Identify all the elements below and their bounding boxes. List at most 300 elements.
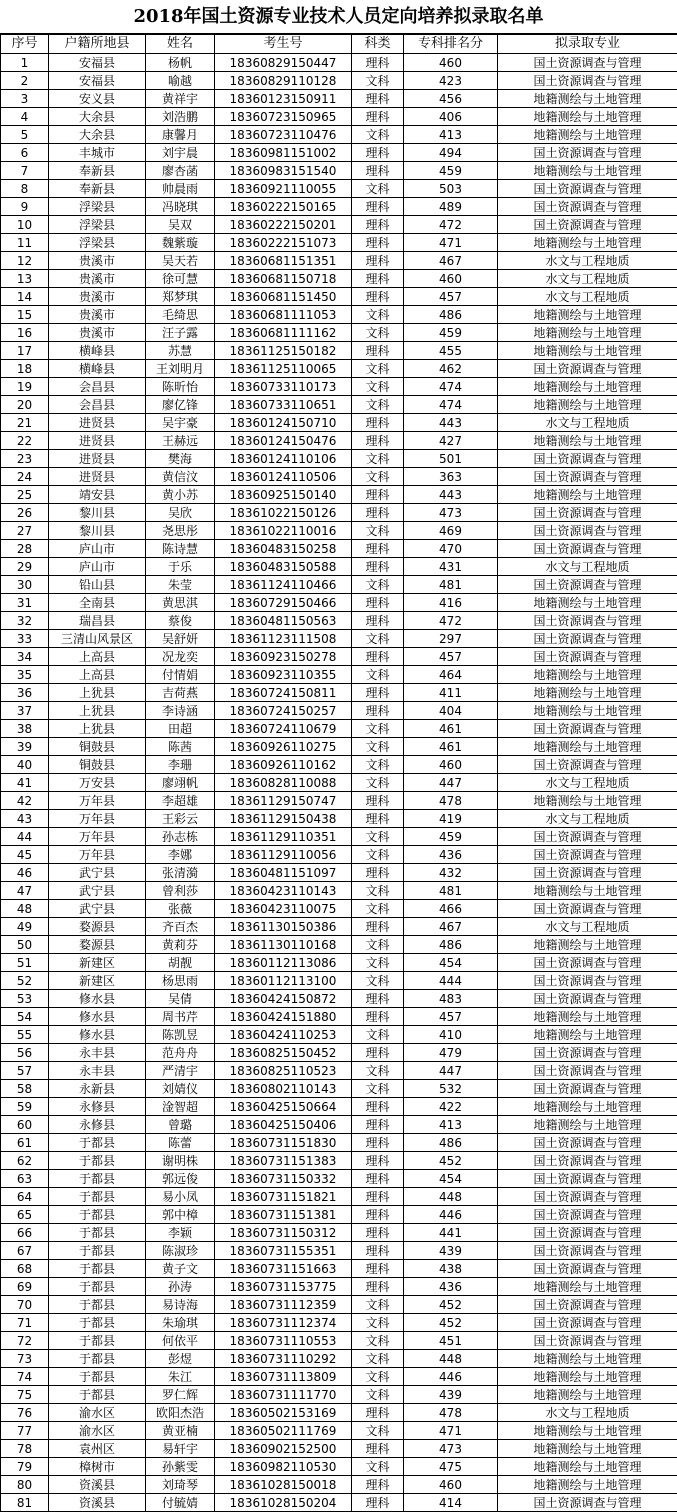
cell-col-exam-id: 18360723150965: [215, 108, 352, 126]
table-row: [1, 54, 677, 72]
cell-col-score: 470: [404, 540, 498, 558]
cell-col-major: 国土资源调查与管理: [498, 648, 677, 666]
cell-col-exam-id: 18361129110056: [215, 846, 352, 864]
cell-col-major: 国土资源调查与管理: [498, 198, 677, 216]
cell-col-score: 466: [404, 900, 498, 918]
cell-col-exam-id: 18361130150386: [215, 918, 352, 936]
cell-col-major: 水文与工程地质: [498, 252, 677, 270]
cell-col-exam-id: 18360124150476: [215, 432, 352, 450]
cell-col-track: 理科: [352, 1188, 404, 1206]
cell-col-score: 486: [404, 306, 498, 324]
cell-col-exam-id: 18360731153775: [215, 1278, 352, 1296]
cell-col-score: 441: [404, 1224, 498, 1242]
cell-col-exam-id: 18360481151097: [215, 864, 352, 882]
table-row: [1, 72, 677, 90]
cell-col-track: 理科: [352, 252, 404, 270]
table-row: [1, 1044, 677, 1062]
table-row: [1, 144, 677, 162]
cell-col-major: 地籍测绘与土地管理: [498, 234, 677, 252]
cell-col-score: 459: [404, 324, 498, 342]
cell-col-track: 理科: [352, 1044, 404, 1062]
cell-col-track: 理科: [352, 1134, 404, 1152]
cell-col-major: 国土资源调查与管理: [498, 504, 677, 522]
cell-col-name: 杨帆: [146, 54, 215, 72]
cell-col-county: 万年县: [49, 846, 146, 864]
cell-col-county: 铜鼓县: [49, 756, 146, 774]
cell-col-name: 尧思彤: [146, 522, 215, 540]
admission-table: [0, 34, 677, 1512]
cell-col-major: 国土资源调查与管理: [498, 54, 677, 72]
cell-col-name: 李珊: [146, 756, 215, 774]
cell-col-track: 理科: [352, 270, 404, 288]
cell-col-major: 地籍测绘与土地管理: [498, 1098, 677, 1116]
cell-col-major: 地籍测绘与土地管理: [498, 1476, 677, 1494]
cell-col-score: 473: [404, 1440, 498, 1458]
table-row: [1, 396, 677, 414]
header-col-exam-id: 考生号: [215, 35, 352, 54]
cell-col-score: 452: [404, 1314, 498, 1332]
cell-col-seq: 67: [1, 1242, 49, 1260]
cell-col-exam-id: 18360731113809: [215, 1368, 352, 1386]
table-row: [1, 288, 677, 306]
cell-col-seq: 49: [1, 918, 49, 936]
cell-col-track: 理科: [352, 54, 404, 72]
header-col-seq: 序号: [1, 35, 49, 54]
cell-col-county: 于都县: [49, 1368, 146, 1386]
cell-col-track: 理科: [352, 1260, 404, 1278]
cell-col-exam-id: 18360733110651: [215, 396, 352, 414]
cell-col-name: 朱瑜琪: [146, 1314, 215, 1332]
cell-col-major: 地籍测绘与土地管理: [498, 126, 677, 144]
cell-col-major: 国土资源调查与管理: [498, 1044, 677, 1062]
cell-col-seq: 10: [1, 216, 49, 234]
cell-col-seq: 23: [1, 450, 49, 468]
cell-col-exam-id: 18360423110143: [215, 882, 352, 900]
cell-col-major: 国土资源调查与管理: [498, 612, 677, 630]
table-row: [1, 306, 677, 324]
cell-col-score: 460: [404, 270, 498, 288]
cell-col-track: 文科: [352, 522, 404, 540]
cell-col-track: 理科: [352, 1242, 404, 1260]
cell-col-county: 于都县: [49, 1260, 146, 1278]
cell-col-score: 451: [404, 1332, 498, 1350]
cell-col-exam-id: 18360681111162: [215, 324, 352, 342]
cell-col-track: 理科: [352, 1116, 404, 1134]
cell-col-county: 黎川县: [49, 504, 146, 522]
cell-col-county: 进贤县: [49, 432, 146, 450]
cell-col-score: 503: [404, 180, 498, 198]
cell-col-track: 理科: [352, 612, 404, 630]
cell-col-county: 铅山县: [49, 576, 146, 594]
cell-col-name: 齐百杰: [146, 918, 215, 936]
cell-col-major: 地籍测绘与土地管理: [498, 342, 677, 360]
cell-col-county: 永丰县: [49, 1062, 146, 1080]
cell-col-score: 462: [404, 360, 498, 378]
table-row: [1, 504, 677, 522]
cell-col-score: 447: [404, 774, 498, 792]
cell-col-county: 万年县: [49, 792, 146, 810]
cell-col-county: 上犹县: [49, 684, 146, 702]
table-row: [1, 1314, 677, 1332]
cell-col-seq: 74: [1, 1368, 49, 1386]
cell-col-county: 永修县: [49, 1098, 146, 1116]
cell-col-track: 文科: [352, 324, 404, 342]
table-row: [1, 882, 677, 900]
cell-col-seq: 21: [1, 414, 49, 432]
cell-col-score: 446: [404, 1368, 498, 1386]
table-row: [1, 756, 677, 774]
cell-col-county: 资溪县: [49, 1476, 146, 1494]
cell-col-county: 进贤县: [49, 414, 146, 432]
cell-col-seq: 25: [1, 486, 49, 504]
cell-col-seq: 78: [1, 1440, 49, 1458]
cell-col-county: 樟树市: [49, 1458, 146, 1476]
cell-col-major: 国土资源调查与管理: [498, 522, 677, 540]
cell-col-seq: 14: [1, 288, 49, 306]
cell-col-county: 武宁县: [49, 900, 146, 918]
cell-col-name: 欧阳杰浩: [146, 1404, 215, 1422]
cell-col-name: 陈蕾: [146, 1134, 215, 1152]
cell-col-county: 安福县: [49, 72, 146, 90]
cell-col-county: 武宁县: [49, 864, 146, 882]
cell-col-seq: 12: [1, 252, 49, 270]
cell-col-major: 国土资源调查与管理: [498, 846, 677, 864]
cell-col-track: 理科: [352, 702, 404, 720]
cell-col-exam-id: 18360681150718: [215, 270, 352, 288]
cell-col-name: 陈凯昱: [146, 1026, 215, 1044]
cell-col-name: 田超: [146, 720, 215, 738]
cell-col-exam-id: 18360481150563: [215, 612, 352, 630]
cell-col-major: 地籍测绘与土地管理: [498, 738, 677, 756]
cell-col-name: 张清漪: [146, 864, 215, 882]
cell-col-major: 地籍测绘与土地管理: [498, 1440, 677, 1458]
table-row: [1, 594, 677, 612]
cell-col-score: 459: [404, 162, 498, 180]
cell-col-track: 理科: [352, 684, 404, 702]
cell-col-major: 国土资源调查与管理: [498, 864, 677, 882]
cell-col-track: 理科: [352, 918, 404, 936]
cell-col-major: 地籍测绘与土地管理: [498, 1116, 677, 1134]
table-row: [1, 270, 677, 288]
cell-col-county: 奉新县: [49, 180, 146, 198]
cell-col-score: 486: [404, 1134, 498, 1152]
cell-col-track: 理科: [352, 1008, 404, 1026]
cell-col-major: 地籍测绘与土地管理: [498, 162, 677, 180]
cell-col-county: 庐山市: [49, 558, 146, 576]
cell-col-exam-id: 18360731150332: [215, 1170, 352, 1188]
table-row: [1, 954, 677, 972]
cell-col-track: 理科: [352, 1494, 404, 1512]
cell-col-county: 于都县: [49, 1134, 146, 1152]
cell-col-name: 朱江: [146, 1368, 215, 1386]
cell-col-exam-id: 18360502153169: [215, 1404, 352, 1422]
cell-col-score: 481: [404, 882, 498, 900]
cell-col-score: 423: [404, 72, 498, 90]
cell-col-score: 444: [404, 972, 498, 990]
cell-col-seq: 79: [1, 1458, 49, 1476]
cell-col-name: 刘浩鹏: [146, 108, 215, 126]
cell-col-track: 文科: [352, 1062, 404, 1080]
cell-col-track: 理科: [352, 540, 404, 558]
cell-col-major: 地籍测绘与土地管理: [498, 1422, 677, 1440]
cell-col-county: 上高县: [49, 666, 146, 684]
cell-col-seq: 22: [1, 432, 49, 450]
table-row: [1, 792, 677, 810]
cell-col-score: 452: [404, 1152, 498, 1170]
cell-col-track: 文科: [352, 630, 404, 648]
cell-col-seq: 66: [1, 1224, 49, 1242]
cell-col-track: 文科: [352, 450, 404, 468]
cell-col-name: 付情娟: [146, 666, 215, 684]
cell-col-score: 464: [404, 666, 498, 684]
cell-col-score: 456: [404, 90, 498, 108]
table-row: [1, 828, 677, 846]
cell-col-score: 452: [404, 1296, 498, 1314]
cell-col-name: 胡靓: [146, 954, 215, 972]
cell-col-county: 全南县: [49, 594, 146, 612]
cell-col-name: 曾利莎: [146, 882, 215, 900]
cell-col-seq: 55: [1, 1026, 49, 1044]
cell-col-seq: 48: [1, 900, 49, 918]
cell-col-major: 地籍测绘与土地管理: [498, 90, 677, 108]
table-row: [1, 1188, 677, 1206]
table-row: [1, 378, 677, 396]
cell-col-exam-id: 18360926110162: [215, 756, 352, 774]
cell-col-exam-id: 18360424151880: [215, 1008, 352, 1026]
cell-col-track: 文科: [352, 1422, 404, 1440]
cell-col-county: 修水县: [49, 1026, 146, 1044]
cell-col-track: 理科: [352, 1152, 404, 1170]
cell-col-seq: 24: [1, 468, 49, 486]
cell-col-exam-id: 18361028150204: [215, 1494, 352, 1512]
cell-col-track: 文科: [352, 756, 404, 774]
cell-col-major: 地籍测绘与土地管理: [498, 792, 677, 810]
cell-col-major: 水文与工程地质: [498, 414, 677, 432]
cell-col-name: 罗仁辉: [146, 1386, 215, 1404]
cell-col-name: 彭煜: [146, 1350, 215, 1368]
cell-col-seq: 65: [1, 1206, 49, 1224]
cell-col-score: 427: [404, 432, 498, 450]
cell-col-county: 靖安县: [49, 486, 146, 504]
cell-col-score: 459: [404, 828, 498, 846]
cell-col-seq: 76: [1, 1404, 49, 1422]
cell-col-score: 467: [404, 918, 498, 936]
cell-col-name: 况龙奕: [146, 648, 215, 666]
cell-col-county: 横峰县: [49, 342, 146, 360]
cell-col-major: 地籍测绘与土地管理: [498, 1368, 677, 1386]
cell-col-score: 414: [404, 1494, 498, 1512]
table-row: [1, 1008, 677, 1026]
cell-col-seq: 46: [1, 864, 49, 882]
cell-col-county: 于都县: [49, 1206, 146, 1224]
cell-col-track: 理科: [352, 108, 404, 126]
cell-col-track: 理科: [352, 1440, 404, 1458]
cell-col-exam-id: 18360483150258: [215, 540, 352, 558]
cell-col-seq: 62: [1, 1152, 49, 1170]
cell-col-name: 李颖: [146, 1224, 215, 1242]
cell-col-name: 吴倩: [146, 990, 215, 1008]
table-row: [1, 1224, 677, 1242]
table-row: [1, 1116, 677, 1134]
table-row: [1, 342, 677, 360]
cell-col-track: 文科: [352, 774, 404, 792]
cell-col-exam-id: 18360825110523: [215, 1062, 352, 1080]
cell-col-major: 国土资源调查与管理: [498, 720, 677, 738]
cell-col-seq: 72: [1, 1332, 49, 1350]
cell-col-county: 万年县: [49, 810, 146, 828]
cell-col-county: 上高县: [49, 648, 146, 666]
cell-col-name: 易轩宇: [146, 1440, 215, 1458]
cell-col-county: 武宁县: [49, 882, 146, 900]
cell-col-county: 渝水区: [49, 1404, 146, 1422]
cell-col-score: 443: [404, 486, 498, 504]
cell-col-exam-id: 18360731151821: [215, 1188, 352, 1206]
cell-col-name: 吉荷燕: [146, 684, 215, 702]
table-row: [1, 90, 677, 108]
cell-col-score: 473: [404, 504, 498, 522]
cell-col-score: 431: [404, 558, 498, 576]
cell-col-seq: 1: [1, 54, 49, 72]
cell-col-exam-id: 18360123150911: [215, 90, 352, 108]
cell-col-seq: 51: [1, 954, 49, 972]
cell-col-track: 文科: [352, 1080, 404, 1098]
cell-col-county: 铜鼓县: [49, 738, 146, 756]
cell-col-score: 475: [404, 1458, 498, 1476]
cell-col-name: 范舟舟: [146, 1044, 215, 1062]
cell-col-county: 于都县: [49, 1224, 146, 1242]
cell-col-score: 422: [404, 1098, 498, 1116]
cell-col-exam-id: 18361022150126: [215, 504, 352, 522]
cell-col-county: 贵溪市: [49, 306, 146, 324]
cell-col-major: 国土资源调查与管理: [498, 972, 677, 990]
cell-col-score: 481: [404, 576, 498, 594]
cell-col-track: 文科: [352, 378, 404, 396]
cell-col-exam-id: 18361129150438: [215, 810, 352, 828]
cell-col-track: 理科: [352, 216, 404, 234]
cell-col-major: 地籍测绘与土地管理: [498, 684, 677, 702]
cell-col-track: 文科: [352, 954, 404, 972]
cell-col-major: 地籍测绘与土地管理: [498, 108, 677, 126]
cell-col-county: 于都县: [49, 1332, 146, 1350]
cell-col-name: 孙紫雯: [146, 1458, 215, 1476]
cell-col-major: 地籍测绘与土地管理: [498, 378, 677, 396]
cell-col-seq: 18: [1, 360, 49, 378]
cell-col-major: 地籍测绘与土地管理: [498, 486, 677, 504]
table-row: [1, 612, 677, 630]
cell-col-county: 三清山风景区: [49, 630, 146, 648]
cell-col-track: 文科: [352, 1026, 404, 1044]
cell-col-county: 丰城市: [49, 144, 146, 162]
cell-col-seq: 57: [1, 1062, 49, 1080]
cell-col-seq: 80: [1, 1476, 49, 1494]
cell-col-track: 文科: [352, 1386, 404, 1404]
cell-col-name: 徐可慧: [146, 270, 215, 288]
table-row: [1, 1458, 677, 1476]
table-row: [1, 1080, 677, 1098]
cell-col-name: 汪子露: [146, 324, 215, 342]
cell-col-name: 黄子文: [146, 1260, 215, 1278]
cell-col-name: 吴天若: [146, 252, 215, 270]
table-row: [1, 126, 677, 144]
cell-col-score: 471: [404, 1422, 498, 1440]
cell-col-seq: 17: [1, 342, 49, 360]
cell-col-county: 新建区: [49, 972, 146, 990]
cell-col-county: 瑞昌县: [49, 612, 146, 630]
cell-col-seq: 9: [1, 198, 49, 216]
cell-col-name: 魏紫璇: [146, 234, 215, 252]
cell-col-county: 会昌县: [49, 378, 146, 396]
cell-col-score: 454: [404, 1170, 498, 1188]
cell-col-major: 地籍测绘与土地管理: [498, 324, 677, 342]
table-row: [1, 432, 677, 450]
cell-col-county: 于都县: [49, 1152, 146, 1170]
cell-col-score: 416: [404, 594, 498, 612]
cell-col-major: 地籍测绘与土地管理: [498, 1278, 677, 1296]
cell-col-county: 大余县: [49, 126, 146, 144]
cell-col-exam-id: 18360723110476: [215, 126, 352, 144]
table-row: [1, 1422, 677, 1440]
cell-col-exam-id: 18361125150182: [215, 342, 352, 360]
cell-col-score: 494: [404, 144, 498, 162]
table-row: [1, 900, 677, 918]
cell-col-seq: 53: [1, 990, 49, 1008]
table-row: [1, 1476, 677, 1494]
table-row: [1, 1134, 677, 1152]
cell-col-seq: 68: [1, 1260, 49, 1278]
table-row: [1, 252, 677, 270]
cell-col-seq: 61: [1, 1134, 49, 1152]
table-row: [1, 918, 677, 936]
table-row: [1, 180, 677, 198]
cell-col-major: 国土资源调查与管理: [498, 360, 677, 378]
cell-col-name: 杨思雨: [146, 972, 215, 990]
cell-col-seq: 27: [1, 522, 49, 540]
cell-col-name: 刘琦琴: [146, 1476, 215, 1494]
cell-col-exam-id: 18360731150312: [215, 1224, 352, 1242]
cell-col-score: 474: [404, 378, 498, 396]
cell-col-major: 地籍测绘与土地管理: [498, 594, 677, 612]
cell-col-score: 438: [404, 1260, 498, 1278]
cell-col-county: 万年县: [49, 828, 146, 846]
cell-col-seq: 16: [1, 324, 49, 342]
cell-col-seq: 75: [1, 1386, 49, 1404]
cell-col-name: 王刘明月: [146, 360, 215, 378]
cell-col-seq: 26: [1, 504, 49, 522]
table-row: [1, 774, 677, 792]
cell-col-track: 理科: [352, 342, 404, 360]
cell-col-name: 黄思淇: [146, 594, 215, 612]
document-title: 2018年国土资源专业技术人员定向培养拟录取名单: [0, 0, 677, 34]
cell-col-name: 易诗海: [146, 1296, 215, 1314]
cell-col-major: 地籍测绘与土地管理: [498, 882, 677, 900]
cell-col-track: 理科: [352, 1098, 404, 1116]
cell-col-major: 国土资源调查与管理: [498, 756, 677, 774]
cell-col-county: 修水县: [49, 1008, 146, 1026]
cell-col-name: 周书芹: [146, 1008, 215, 1026]
cell-col-county: 安义县: [49, 90, 146, 108]
table-row: [1, 486, 677, 504]
header-row: [1, 35, 677, 54]
cell-col-track: 文科: [352, 972, 404, 990]
cell-col-track: 文科: [352, 306, 404, 324]
cell-col-county: 于都县: [49, 1188, 146, 1206]
cell-col-name: 黄小苏: [146, 486, 215, 504]
cell-col-track: 理科: [352, 1476, 404, 1494]
table-row: [1, 630, 677, 648]
cell-col-score: 483: [404, 990, 498, 1008]
cell-col-name: 孙涛: [146, 1278, 215, 1296]
cell-col-name: 于乐: [146, 558, 215, 576]
